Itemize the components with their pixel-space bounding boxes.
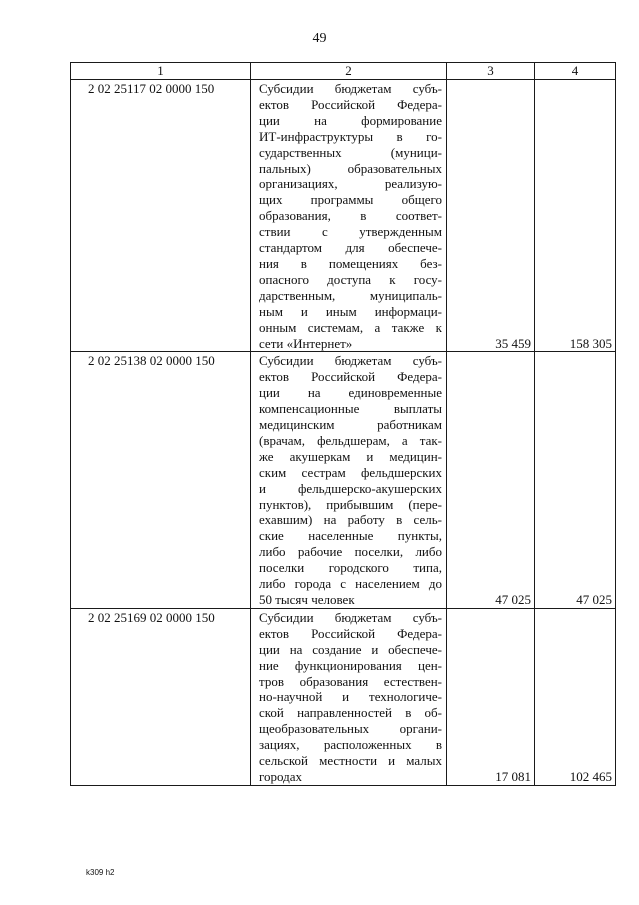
- description-line: Субсидии бюджетам субъ-: [259, 353, 442, 369]
- description-line: медицинским работникам: [259, 417, 442, 433]
- description-cell: [251, 80, 447, 352]
- budget-table: [70, 62, 616, 786]
- description-cell: [251, 608, 447, 785]
- table-row: [71, 352, 616, 609]
- description-line: ектов Российской Федера-: [259, 625, 442, 641]
- description-line: ным и иным информаци-: [259, 303, 442, 319]
- description-line: ствии с утвержденным: [259, 224, 442, 240]
- description-line: щеобразовательных органи-: [259, 721, 442, 737]
- description-line: тров образования естествен-: [259, 673, 442, 689]
- description-line: ции на формирование: [259, 112, 442, 128]
- description-text: [259, 81, 442, 351]
- amount-col4-cell: 47 025: [535, 352, 616, 609]
- description-line: ИТ-инфраструктуры в го-: [259, 128, 442, 144]
- description-line: щих программы общего: [259, 192, 442, 208]
- description-line: Субсидии бюджетам субъ-: [259, 81, 442, 96]
- page-number: 49: [312, 31, 327, 46]
- description-line: ехавшим) на работу в сель-: [259, 512, 442, 528]
- column-header-2: 2: [251, 63, 447, 80]
- column-header-3: 3: [447, 63, 535, 80]
- column-header-4: 4: [535, 63, 616, 80]
- description-line: ектов Российской Федера-: [259, 369, 442, 385]
- description-line: ской направленностей в об-: [259, 705, 442, 721]
- footer-code: k309 h2: [86, 868, 115, 877]
- description-line: ние функционирования цен-: [259, 657, 442, 673]
- description-line: опасного доступа к госу-: [259, 271, 442, 287]
- budget-code-cell: 2 02 25138 02 0000 150: [71, 352, 251, 609]
- amount-col4-cell: 158 305: [535, 80, 616, 352]
- description-text: [259, 353, 442, 608]
- description-line: сети «Интернет»: [259, 335, 353, 351]
- description-line: дарственным, муниципаль-: [259, 287, 442, 303]
- table-row: [71, 608, 616, 785]
- description-line: (врачам, фельдшерам, а так-: [259, 432, 442, 448]
- description-line: 50 тысяч человек: [259, 592, 355, 607]
- description-line: пунктов), прибывшим (пере-: [259, 496, 442, 512]
- amount-col4-cell: 102 465: [535, 608, 616, 785]
- description-line: ектов Российской Федера-: [259, 96, 442, 112]
- amount-col3-cell: 47 025: [447, 352, 535, 609]
- description-line: онным системам, а также к: [259, 319, 442, 335]
- description-line: организациях, реализую-: [259, 176, 442, 192]
- description-line: же акушеркам и медицин-: [259, 448, 442, 464]
- table-header-row: [71, 63, 616, 80]
- description-text: [259, 610, 442, 785]
- description-line: образования, в соответ-: [259, 208, 442, 224]
- description-cell: [251, 352, 447, 609]
- column-header-1: 1: [71, 63, 251, 80]
- description-line: сударственных (муници-: [259, 144, 442, 160]
- description-line: ским сестрам фельдшерских: [259, 464, 442, 480]
- description-line: и фельдшерско-акушерских: [259, 480, 442, 496]
- description-line: поселки городского типа,: [259, 560, 442, 576]
- description-line: компенсационные выплаты: [259, 401, 442, 417]
- budget-code-cell: 2 02 25169 02 0000 150: [71, 608, 251, 785]
- budget-code-cell: 2 02 25117 02 0000 150: [71, 80, 251, 352]
- description-line: ции на единовременные: [259, 385, 442, 401]
- description-line: сельской местности и малых: [259, 753, 442, 769]
- description-line: ские населенные пункты,: [259, 528, 442, 544]
- table-row: [71, 80, 616, 352]
- description-line: городах: [259, 768, 303, 784]
- description-line: зациях, расположенных в: [259, 737, 442, 753]
- description-line: но-научной и технологиче-: [259, 689, 442, 705]
- description-line: либо рабочие поселки, либо: [259, 544, 442, 560]
- amount-col3-cell: 35 459: [447, 80, 535, 352]
- amount-col3-cell: 17 081: [447, 608, 535, 785]
- description-line: пальных) образовательных: [259, 160, 442, 176]
- description-line: Субсидии бюджетам субъ-: [259, 609, 442, 625]
- description-line: ния в помещениях без-: [259, 255, 442, 271]
- description-line: ции на создание и обеспече-: [259, 641, 442, 657]
- description-line: стандартом для обеспече-: [259, 240, 442, 256]
- description-line: либо города с населением до: [259, 576, 442, 592]
